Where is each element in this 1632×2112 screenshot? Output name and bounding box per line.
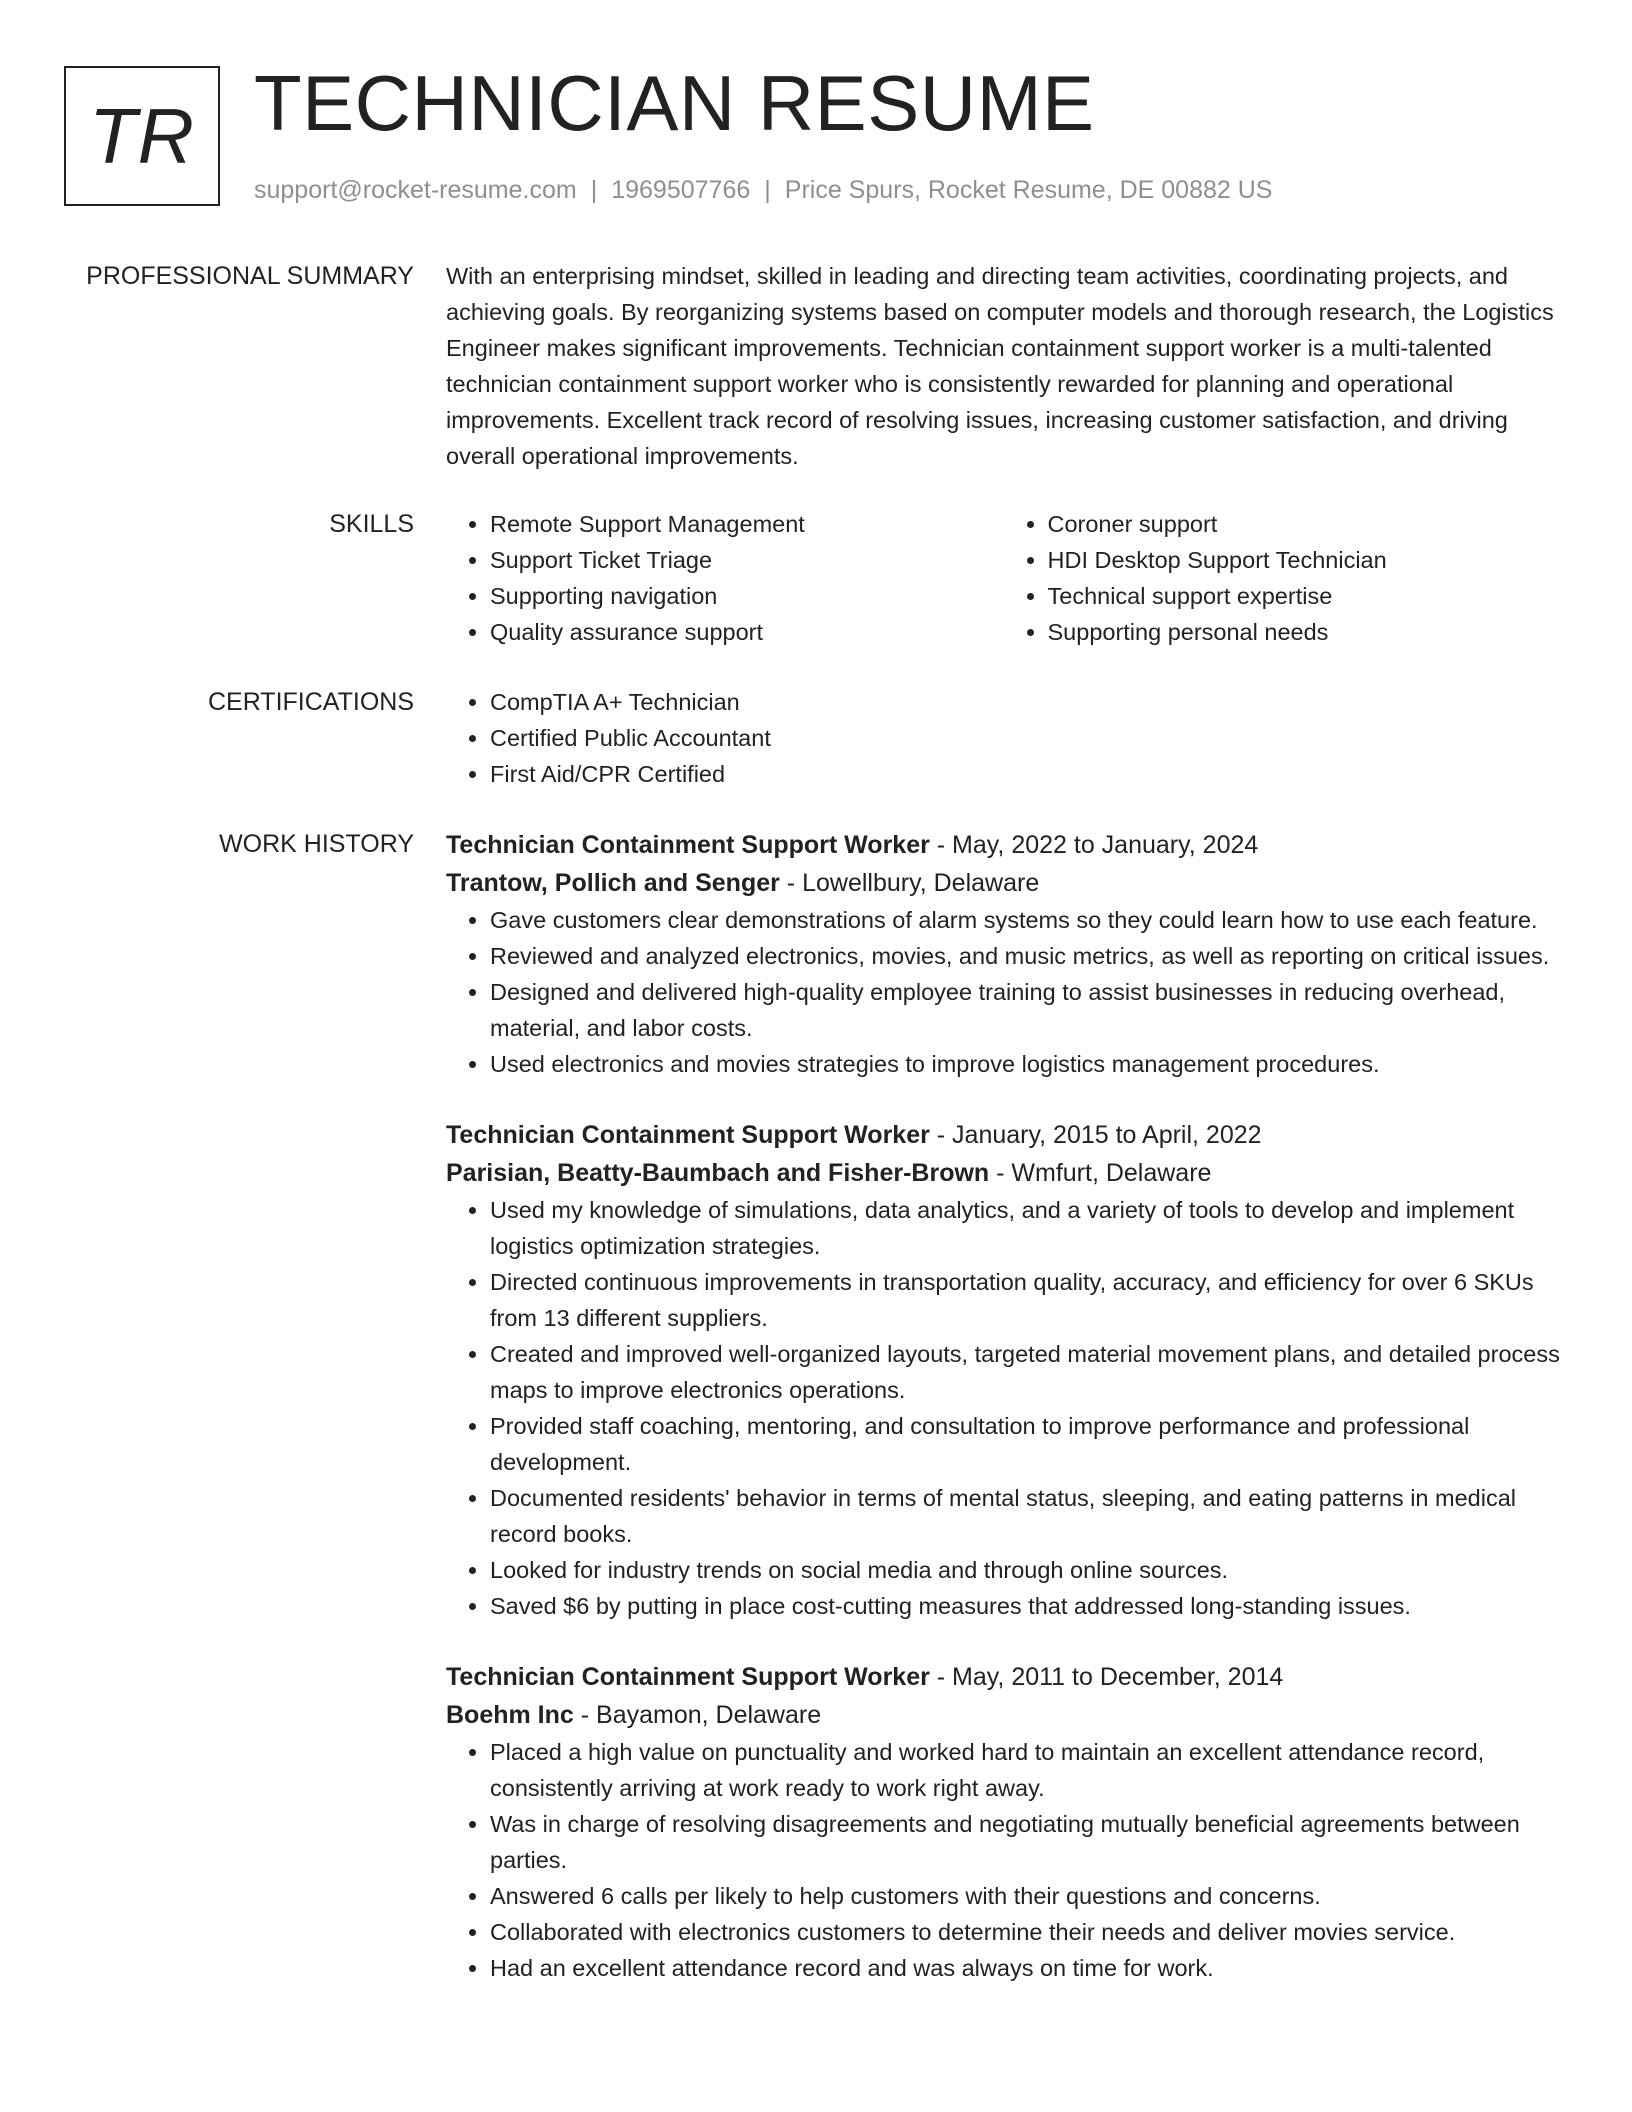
- job-title: Technician Containment Support Worker: [446, 1663, 930, 1691]
- section-heading-summary: PROFESSIONAL SUMMARY: [86, 262, 414, 290]
- job-bullet-item: • Designed and delivered high-quality employee training to assist businesses in reducing overhead, material, and labor costs.: [490, 974, 1561, 1046]
- summary-body: [446, 258, 1561, 474]
- job-title: Technician Containment Support Worker: [446, 831, 930, 859]
- contact-address: Price Spurs, Rocket Resume, DE 00882 US: [784, 176, 1273, 204]
- job-dates: - January, 2015 to April, 2022: [929, 1121, 1262, 1149]
- section-heading-skills: SKILLS: [329, 510, 414, 538]
- job-bullets: [446, 902, 1561, 1082]
- skill-item: • Supporting navigation: [490, 578, 1004, 614]
- job-dates: - May, 2011 to December, 2014: [929, 1663, 1284, 1691]
- certification-item: • CompTIA A+ Technician: [490, 684, 1561, 720]
- skills-grid: [446, 506, 1561, 650]
- job-company: Parisian, Beatty-Baumbach and Fisher-Brown: [446, 1159, 990, 1187]
- job-bullet-item: • Reviewed and analyzed electronics, movies, and music metrics, as well as reporting on critical issues.: [490, 938, 1561, 974]
- job-title-line: [446, 826, 1561, 864]
- job-bullets: [446, 1192, 1561, 1624]
- certification-item: • First Aid/CPR Certified: [490, 756, 1561, 792]
- job-location: - Lowellbury, Delaware: [779, 869, 1040, 897]
- skill-item: • Technical support expertise: [1048, 578, 1562, 614]
- section-heading-certifications: CERTIFICATIONS: [207, 688, 414, 716]
- job-bullet-item: • Provided staff coaching, mentoring, and consultation to improve performance and professional development.: [490, 1408, 1561, 1480]
- job-bullet-item: • Created and improved well-organized layouts, targeted material movement plans, and detailed process maps to improve electronics operations.: [490, 1336, 1561, 1408]
- contact-phone[interactable]: 1969507766: [611, 176, 751, 204]
- job-entry: [446, 1658, 1561, 1986]
- skill-item: • Remote Support Management: [490, 506, 1004, 542]
- job-company-line: [446, 1696, 1561, 1734]
- job-company: Boehm Inc: [446, 1701, 574, 1729]
- job-title: Technician Containment Support Worker: [446, 1121, 930, 1149]
- skills-list-left: [446, 506, 1004, 650]
- job-dates: - May, 2022 to January, 2024: [929, 831, 1259, 859]
- job-bullet-item: • Used electronics and movies strategies to improve logistics management procedures.: [490, 1046, 1561, 1082]
- job-bullet-item: • Had an excellent attendance record and was always on time for work.: [490, 1950, 1561, 1986]
- job-title-line: [446, 1658, 1561, 1696]
- job-location: - Wmfurt, Delaware: [989, 1159, 1212, 1187]
- job-bullet-item: • Answered 6 calls per likely to help customers with their questions and concerns.: [490, 1878, 1561, 1914]
- skill-item: • Coroner support: [1048, 506, 1562, 542]
- job-title-line: [446, 1116, 1561, 1154]
- job-location: - Bayamon, Delaware: [573, 1701, 822, 1729]
- resume-title: TECHNICIAN RESUME: [254, 59, 1095, 147]
- job-bullet-item: • Directed continuous improvements in transportation quality, accuracy, and efficiency for over 6 SKUs from 13 different suppliers.: [490, 1264, 1561, 1336]
- job-bullet-item: • Placed a high value on punctuality and worked hard to maintain an excellent attendance record, consistently arriving at work ready to work right away.: [490, 1734, 1561, 1806]
- skill-item: • Support Ticket Triage: [490, 542, 1004, 578]
- skill-item: • Quality assurance support: [490, 614, 1004, 650]
- job-company-line: [446, 1154, 1561, 1192]
- contact-separator: |: [764, 176, 771, 204]
- work-history-body: [446, 826, 1561, 1986]
- job-company-line: [446, 864, 1561, 902]
- summary-text: With an enterprising mindset, skilled in leading and directing team activities, coordinating projects, and achieving goals. By reorganizing systems based on computer models and thorough research, the Logistics Engineer makes significant improvements. Technician containment support worker is a multi-talented technician containment support worker who is consistently rewarded for planning and operational improvements. Excellent track record of resolving issues, increasing customer satisfaction, and driving overall operational improvements.: [446, 263, 1554, 469]
- job-bullet-item: • Gave customers clear demonstrations of alarm systems so they could learn how to use each feature.: [490, 902, 1561, 938]
- job-entry: [446, 1116, 1561, 1624]
- section-heading-work-history: WORK HISTORY: [219, 830, 414, 858]
- job-bullets: [446, 1734, 1561, 1986]
- certifications-list: [446, 684, 1561, 792]
- skills-list-right: [1004, 506, 1562, 650]
- job-bullet-item: • Looked for industry trends on social media and through online sources.: [490, 1552, 1561, 1588]
- job-bullet-item: • Documented residents' behavior in terms of mental status, sleeping, and eating patterns in medical record books.: [490, 1480, 1561, 1552]
- contact-line: [254, 174, 1272, 206]
- job-bullet-item: • Used my knowledge of simulations, data analytics, and a variety of tools to develop and implement logistics optimization strategies.: [490, 1192, 1561, 1264]
- contact-email[interactable]: support@rocket-resume.com: [254, 176, 577, 204]
- job-bullet-item: • Collaborated with electronics customers to determine their needs and deliver movies service.: [490, 1914, 1561, 1950]
- job-bullet-item: • Saved $6 by putting in place cost-cutting measures that addressed long-standing issues.: [490, 1588, 1561, 1624]
- job-entry: [446, 826, 1561, 1082]
- skill-item: • Supporting personal needs: [1048, 614, 1562, 650]
- job-company: Trantow, Pollich and Senger: [446, 869, 780, 897]
- certifications-body: [446, 684, 1561, 792]
- monogram-logo: TR: [64, 66, 220, 206]
- certification-item: • Certified Public Accountant: [490, 720, 1561, 756]
- skill-item: • HDI Desktop Support Technician: [1048, 542, 1562, 578]
- contact-separator: |: [590, 176, 598, 204]
- job-bullet-item: • Was in charge of resolving disagreements and negotiating mutually beneficial agreements between parties.: [490, 1806, 1561, 1878]
